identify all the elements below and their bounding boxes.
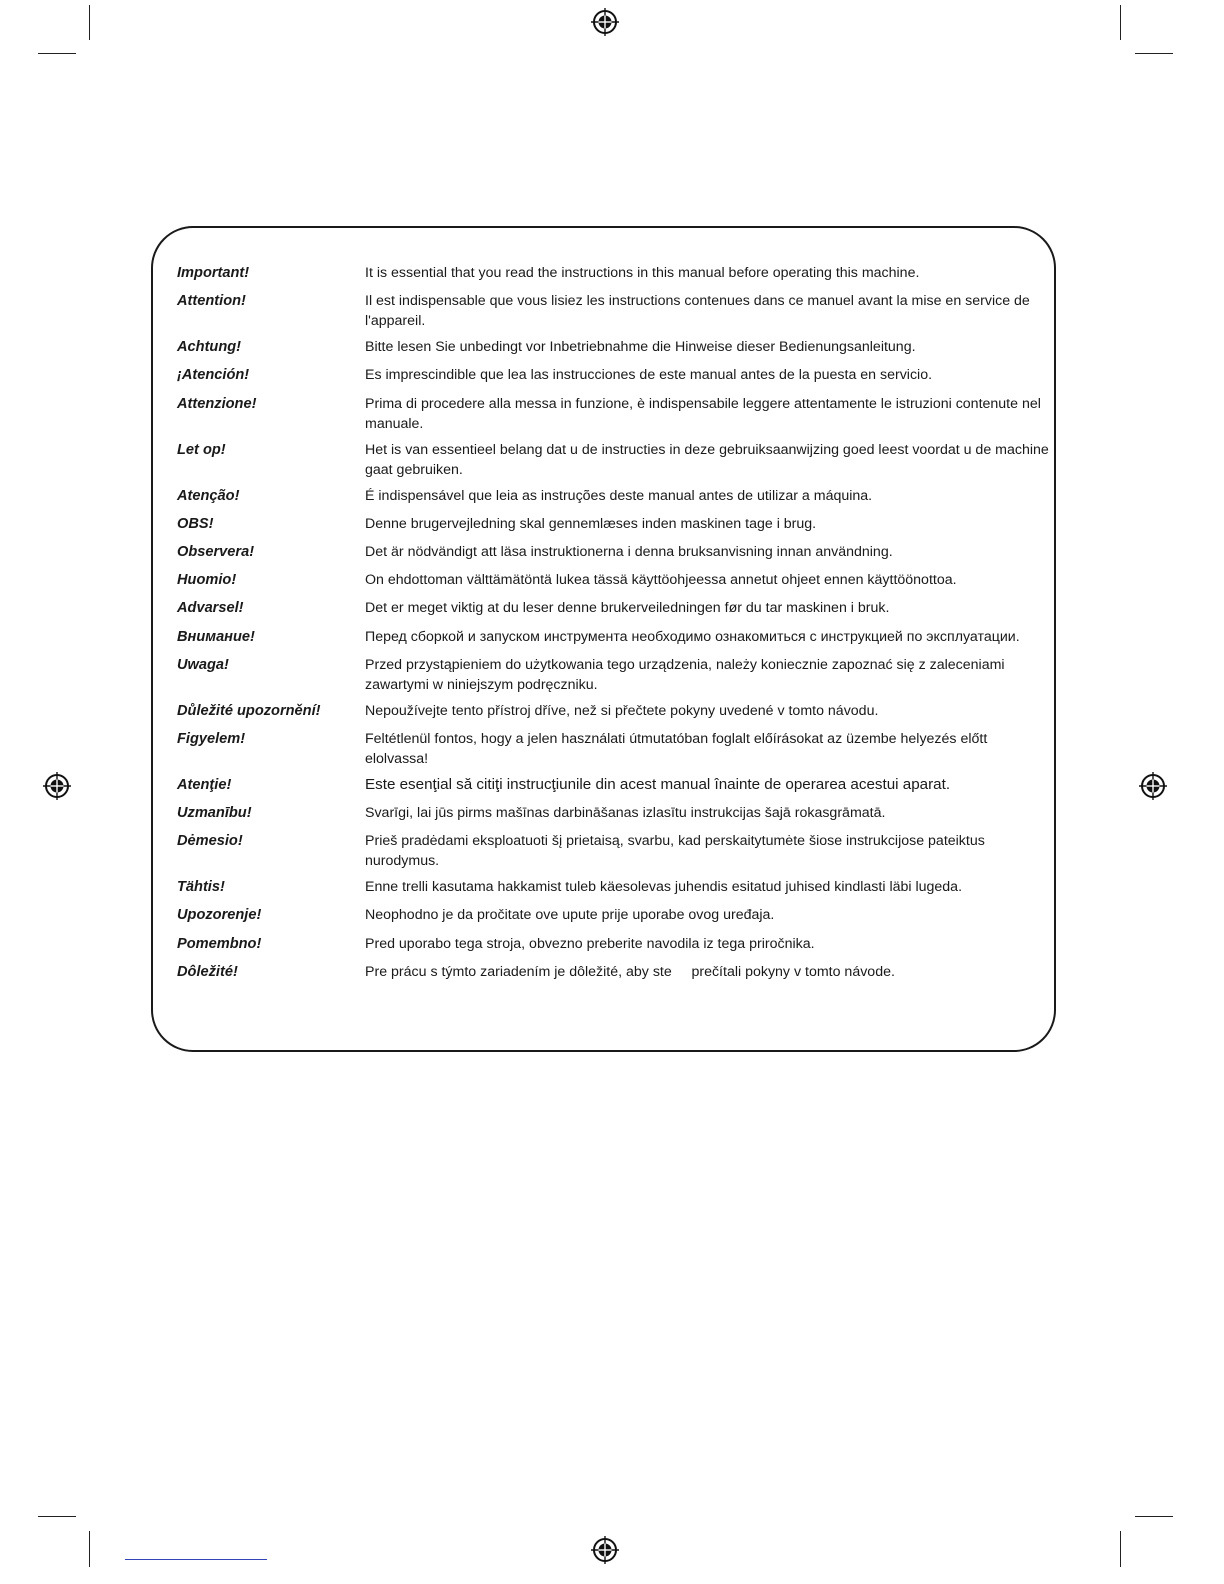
warning-row <box>177 514 1049 534</box>
warning-text: Este esenţial să citiţi instrucţiunile din acest manual înainte de operarea acestui aparat. <box>365 775 951 793</box>
warning-text: Przed przystąpieniem do użytkowania tego urządzenia, należy koniecznie zapoznać się z zaleceniami zawartymi w niniejszym podręczniku. <box>365 656 1005 693</box>
warning-row <box>177 831 1049 871</box>
warning-label: Attenzione! <box>177 395 257 412</box>
warning-text: Het is van essentieel belang dat u de instructies in deze gebruiksaanwijzing goed leest voordat u de machine gaat gebruiken. <box>365 441 1049 478</box>
crop-mark-top-left-vertical <box>89 5 90 40</box>
registration-mark-icon <box>1138 771 1168 801</box>
warning-label: OBS! <box>177 515 214 532</box>
warning-text: Pre prácu s týmto zariadením je dôležité, aby ste prečítali pokyny v tomto návode. <box>365 963 895 980</box>
warning-label: Attention! <box>177 293 246 310</box>
warning-text: Svarīgi, lai jūs pirms mašīnas darbināšanas izlasītu instrukcijas šajā rokasgrāmatā. <box>365 805 886 822</box>
warning-label: Dôležité! <box>177 963 238 980</box>
footer-rule <box>125 1559 267 1560</box>
warning-text: É indispensável que leia as instruções deste manual antes de utilizar a máquina. <box>365 487 873 504</box>
warning-text: Nepoužívejte tento přístroj dříve, než si přečtete pokyny uvedené v tomto návodu. <box>365 702 879 719</box>
registration-mark-icon <box>590 7 620 37</box>
warning-label: Důležité upozornění! <box>177 702 321 719</box>
warning-text: Prieš pradėdami eksploatuoti šį prietaisą, svarbu, kad perskaitytumėte šiose instrukcijose pateiktus nurodymus. <box>365 833 985 870</box>
warning-text: Prima di procedere alla messa in funzione, è indispensabile leggere attentamente le istruzioni contenute nel manuale. <box>365 395 1041 432</box>
warning-label: ¡Atención! <box>177 367 250 384</box>
warning-text: Bitte lesen Sie unbedingt vor Inbetriebnahme die Hinweise dieser Bedienungsanleitung. <box>365 339 916 356</box>
warning-label: Atenção! <box>177 487 240 504</box>
warning-text: Es imprescindible que lea las instrucciones de este manual antes de la puesta en servicio. <box>365 367 933 384</box>
crop-mark-top-left-horizontal <box>38 53 76 54</box>
crop-mark-bottom-right-horizontal <box>1135 1516 1173 1517</box>
warning-text: On ehdottoman välttämätöntä lukea tässä käyttöohjeessa annetut ohjeet ennen käyttöönottoa. <box>365 572 957 589</box>
warning-row <box>177 627 1049 647</box>
warning-row <box>177 570 1049 590</box>
warning-text: Denne brugervejledning skal gennemlæses inden maskinen tage i brug. <box>365 515 817 532</box>
warning-row <box>177 598 1049 618</box>
registration-mark-icon <box>590 1535 620 1565</box>
warning-label: Uzmanību! <box>177 805 252 822</box>
warning-label: Pomembno! <box>177 935 262 952</box>
warning-row <box>177 877 1049 897</box>
warning-row <box>177 729 1049 769</box>
warning-label: Achtung! <box>177 339 242 356</box>
crop-mark-top-right-vertical <box>1120 5 1121 40</box>
warning-text: It is essential that you read the instructions in this manual before operating this machine. <box>365 265 920 281</box>
warning-list <box>177 263 1049 990</box>
warning-row <box>177 440 1049 480</box>
warning-row <box>177 803 1049 823</box>
warning-row <box>177 337 1049 357</box>
warning-label: Figyelem! <box>177 730 246 747</box>
warning-row <box>177 701 1049 721</box>
warning-row <box>177 775 1049 795</box>
warning-label: Dėmesio! <box>177 833 243 850</box>
warning-row <box>177 934 1049 954</box>
warning-text: Feltétlenül fontos, hogy a jelen használati útmutatóban foglalt előírásokat az üzembe helyezés előtt elolvassa! <box>365 730 988 767</box>
warning-text: Det er meget viktig at du leser denne brukerveiledningen før du tar maskinen i bruk. <box>365 600 890 617</box>
warning-row <box>177 655 1049 695</box>
warning-row <box>177 542 1049 562</box>
warning-text: Pred uporabo tega stroja, obvezno preberite navodila iz tega priročnika. <box>365 935 815 952</box>
crop-mark-top-right-horizontal <box>1135 53 1173 54</box>
warning-label: Let op! <box>177 441 226 458</box>
warning-label: Внимание! <box>177 628 255 645</box>
warning-label: Uwaga! <box>177 656 229 673</box>
warning-text: Neophodno je da pročitate ove upute prije uporabe ovog uređaja. <box>365 907 775 924</box>
crop-mark-bottom-left-vertical <box>89 1531 90 1567</box>
warning-row <box>177 291 1049 331</box>
warning-text: Det är nödvändigt att läsa instruktionerna i denna bruksanvisning innan användning. <box>365 543 893 560</box>
warning-label: Observera! <box>177 543 255 560</box>
warning-text: Il est indispensable que vous lisiez les instructions contenues dans ce manuel avant la mise en service de l'appareil. <box>365 293 1030 330</box>
warning-row <box>177 962 1049 982</box>
warning-label: Advarsel! <box>177 600 244 617</box>
warning-text: Перед сборкой и запуском инструмента необходимо ознакомиться с инструкцией по эксплуатации. <box>365 628 1020 645</box>
warning-row <box>177 263 1049 283</box>
crop-mark-bottom-left-horizontal <box>38 1516 76 1517</box>
warning-label: Huomio! <box>177 572 237 589</box>
warning-row <box>177 905 1049 925</box>
warning-row <box>177 365 1049 385</box>
warning-label: Atenţie! <box>177 776 232 793</box>
registration-mark-icon <box>42 771 72 801</box>
warning-label: Important! <box>177 265 250 281</box>
warning-text: Enne trelli kasutama hakkamist tuleb käesolevas juhendis esitatud juhised kindlasti läbi lugeda. <box>365 879 963 896</box>
warning-label: Tähtis! <box>177 879 225 896</box>
warning-row <box>177 394 1049 434</box>
crop-mark-bottom-right-vertical <box>1120 1531 1121 1567</box>
warning-label: Upozorenje! <box>177 907 262 924</box>
warning-row <box>177 486 1049 506</box>
